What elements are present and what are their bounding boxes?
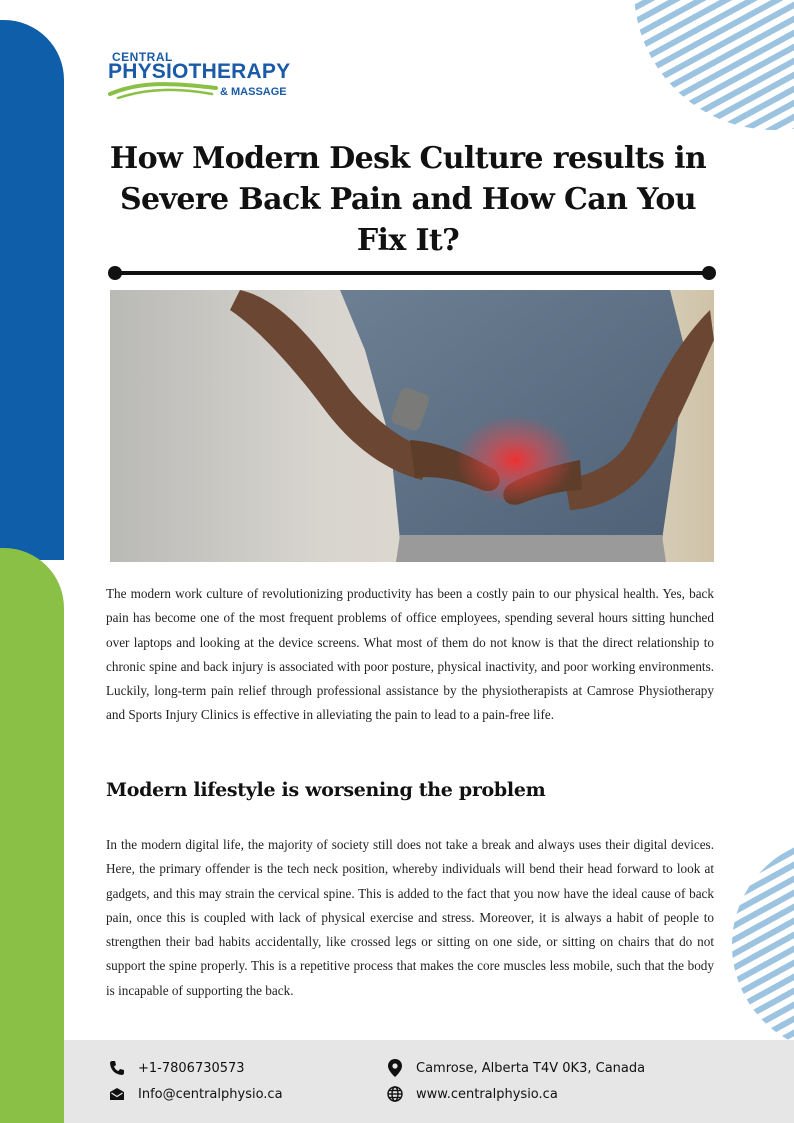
location-pin-icon: [386, 1059, 404, 1077]
footer-email[interactable]: [108, 1085, 283, 1103]
address-text: Camrose, Alberta T4V 0K3, Canada: [416, 1060, 646, 1076]
footer-website[interactable]: [386, 1085, 558, 1103]
logo-line-2: PHYSIOTHERAPY: [108, 60, 291, 83]
website-url: www.centralphysio.ca: [416, 1086, 558, 1102]
phone-number: +1-7806730573: [138, 1060, 245, 1076]
contact-footer: [64, 1040, 794, 1123]
company-logo: [108, 48, 308, 108]
decorative-blue-bar: [0, 20, 64, 560]
logo-swoosh-icon: [108, 80, 220, 100]
phone-icon: [108, 1059, 126, 1077]
mail-icon: [108, 1085, 126, 1103]
decorative-stripes-top: [594, 0, 794, 140]
decorative-stripes-right: [730, 830, 794, 1060]
back-pain-photo: [110, 290, 714, 562]
title-divider: [108, 266, 716, 280]
page-title: How Modern Desk Culture results in Severe Back Pain and How Can You Fix It?: [109, 141, 707, 258]
section-paragraph: In the modern digital life, the majority of society still does not take a break and always uses their digital devices. Here, the primary offender is the tech neck position, whereby individuals will bend their head forward to look at gadgets, and this may strain the cervical spine. This is added to the fact that you now have the ideal cause of back pain, once this is coupled with lack of physical exercise and stress. Moreover, it is always a habit of people to strengthen their bad habits accidentally, like crossed legs or sitting on one side, or sitting on chairs that do not support the spine properly. This is a repetitive process that makes the core muscles less mobile, such that the body is incapable of supporting the back.: [106, 837, 714, 998]
intro-paragraph: The modern work culture of revolutionizing productivity has been a costly pain to our physical health. Yes, back pain has become one of the most frequent problems of office employees, spending several hours sitting hunched over laptops and looking at the device screens. What most of them do not know is that the direct relationship to chronic spine and back injury is associated with poor posture, physical inactivity, and poor working environments. Luckily, long-term pain relief through professional assistance by the physiotherapists at Camrose Physiotherapy and Sports Injury Clinics is effective in alleviating the pain to lead to a pain-free life.: [106, 586, 714, 723]
footer-phone[interactable]: [108, 1059, 245, 1077]
logo-line-3: & MASSAGE: [220, 86, 287, 98]
decorative-green-bar: [0, 548, 64, 1123]
globe-icon: [386, 1085, 404, 1103]
email-address: Info@centralphysio.ca: [138, 1086, 283, 1102]
footer-address: [386, 1059, 645, 1077]
section-heading: Modern lifestyle is worsening the problem: [106, 779, 546, 801]
logo-line-1: CENTRAL: [112, 50, 173, 64]
